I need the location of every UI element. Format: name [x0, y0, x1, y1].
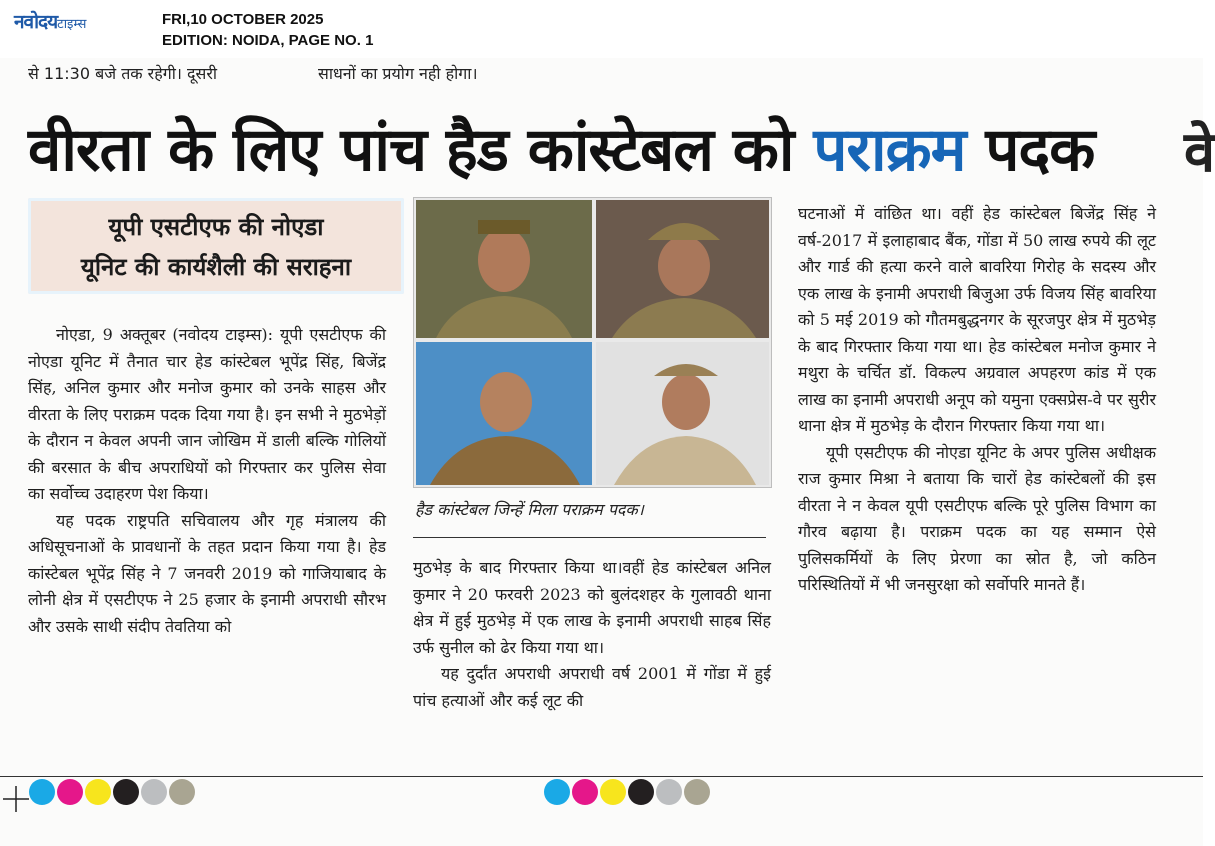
registration-dot-icon	[600, 779, 626, 805]
photo-constable-3	[416, 342, 592, 485]
cut-text-left: से 11:30 बजे तक रहेगी। दूसरी	[28, 64, 218, 83]
edition-info	[162, 9, 373, 51]
document-header	[0, 0, 1203, 59]
column2-paragraph1: मुठभेड़ के बाद गिरफ्तार किया था।वहीं हेड कांस्टेबल अनिल कुमार ने 20 फरवरी 2023 को बुलंदशहर के गुलावठी थाना क्षेत्र में हुई मुठभेड़ में एक लाख के इनामी अपराधी साहब सिंह उर्फ सुनील को ढेर किया गया था।	[413, 558, 771, 657]
newspaper-logo[interactable]	[14, 8, 86, 34]
edition-date: FRI,10 OCTOBER 2025	[162, 11, 324, 28]
subheading-line1: यूपी एसटीएफ की नोएडा	[108, 213, 324, 241]
column3-paragraph1: घटनाओं में वांछित था। वहीं हेड कांस्टेबल बिजेंद्र सिंह ने वर्ष-2017 में इलाहाबाद बैंक, गोंडा में 50 लाख रुपये की लूट और गार्ड की हत्या करने वाले बावरिया गिरोह के सदस्य और एक लाख के इनामी अपराधी बिजुआ उर्फ विजय सिंह बावरिया को 5 मई 2019 को गौतमबुद्धनगर के सूरजपुर क्षेत्र में मुठभेड़ के बाद गिरफ्तार किया गया था। हेड कांस्टेबल मनोज कुमार ने मथुरा के चर्चित डॉ. विकल्प अग्रवाल अपहरण कांड में एक लाख का इनामी अपराधी अनूप को यमुना एक्सप्रेस-वे पर सुरीर थाना क्षेत्र में मुठभेड़ के दौरान गिरफ्तार किया गया था।	[798, 204, 1156, 435]
edition-page: EDITION: NOIDA, PAGE NO. 1	[162, 32, 374, 49]
police-photo-collage	[413, 197, 772, 488]
logo-main: नवोदय	[14, 11, 58, 33]
caption-rule	[413, 537, 766, 538]
article-column-3	[798, 201, 1156, 599]
registration-dot-icon	[656, 779, 682, 805]
column2-paragraph2: यह दुर्दांत अपराधी अपराधी वर्ष 2001 में गोंडा में हुई पांच हत्याओं और कई लूट की	[413, 664, 771, 710]
registration-dot-icon	[141, 779, 167, 805]
photo-constable-2	[596, 200, 769, 338]
registration-cross-icon	[3, 786, 29, 812]
headline-highlight: पराक्रम	[813, 115, 966, 185]
article-subheading	[28, 198, 404, 294]
photo-constable-4	[596, 342, 769, 485]
photo-constable-1	[416, 200, 592, 338]
registration-dot-icon	[572, 779, 598, 805]
registration-dot-icon	[628, 779, 654, 805]
registration-dot-icon	[684, 779, 710, 805]
registration-dot-icon	[169, 779, 195, 805]
headline-part2: पदक	[965, 115, 1095, 185]
article-column-1	[28, 322, 386, 640]
column3-paragraph2: यूपी एसटीएफ की नोएडा यूनिट के अपर पुलिस अधीक्षक राज कुमार मिश्रा ने बताया कि चारों हेड कांस्टेबलों की इस वीरता ने न केवल यूपी एसटीएफ बल्कि पूरे पुलिस विभाग का गौरव बढ़ाया है। पराक्रम पदक का यह सम्मान ऐसे पुलिसकर्मियों के लिए प्रेरणा का स्रोत है, जो कठिन परिस्थितियों में भी जनसुरक्षा को सर्वोपरि मानते हैं।	[798, 442, 1156, 594]
registration-dot-icon	[57, 779, 83, 805]
page-bottom-rule	[0, 776, 1203, 777]
registration-dot-icon	[29, 779, 55, 805]
registration-dot-icon	[85, 779, 111, 805]
logo-small: टाइम्स	[57, 17, 87, 32]
column1-paragraph2: यह पदक राष्ट्रपति सचिवालय और गृह मंत्रालय की अधिसूचनाओं के प्रावधानों के तहत प्रदान किया गया है। हेड कांस्टेबल भूपेंद्र सिंह ने 7 जनवरी 2019 को गाजियाबाद के लोनी क्षेत्र में एसटीएफ ने 25 हजार के इनामी अपराधी सौरभ और उसके साथी संदीप तेवतिया को	[28, 510, 386, 636]
adjacent-headline-fragment: वे	[1184, 120, 1215, 185]
subheading-line2: यूनिट की कार्यशैली की सराहना	[80, 253, 352, 281]
registration-dot-icon	[544, 779, 570, 805]
headline-part1: वीरता के लिए पांच हैड कांस्टेबल को	[28, 115, 814, 185]
column1-paragraph1: नोएडा, 9 अक्तूबर (नवोदय टाइम्स): यूपी एसटीएफ की नोएडा यूनिट में तैनात चार हेड कांस्टेबल भूपेंद्र सिंह, बिजेंद्र सिंह, अनिल कुमार और मनोज कुमार को उनके साहस और वीरता के लिए पराक्रम पदक दिया गया है। इन सभी ने मुठभेड़ों के दौरान न केवल अपनी जान जोखिम में डाली बल्कि गोलियों की बरसात के बीच अपराधियों को गिरफ्तार कर पुलिस सेवा का सर्वोच्च उदाहरण पेश किया।	[28, 325, 386, 503]
cut-text-middle: साधनों का प्रयोग नही होगा।	[318, 64, 478, 83]
photo-caption: हैड कांस्टेबल जिन्हें मिला पराक्रम पदक।	[415, 500, 644, 519]
article-headline	[28, 112, 1094, 188]
article-column-2	[413, 555, 771, 714]
registration-dot-icon	[113, 779, 139, 805]
